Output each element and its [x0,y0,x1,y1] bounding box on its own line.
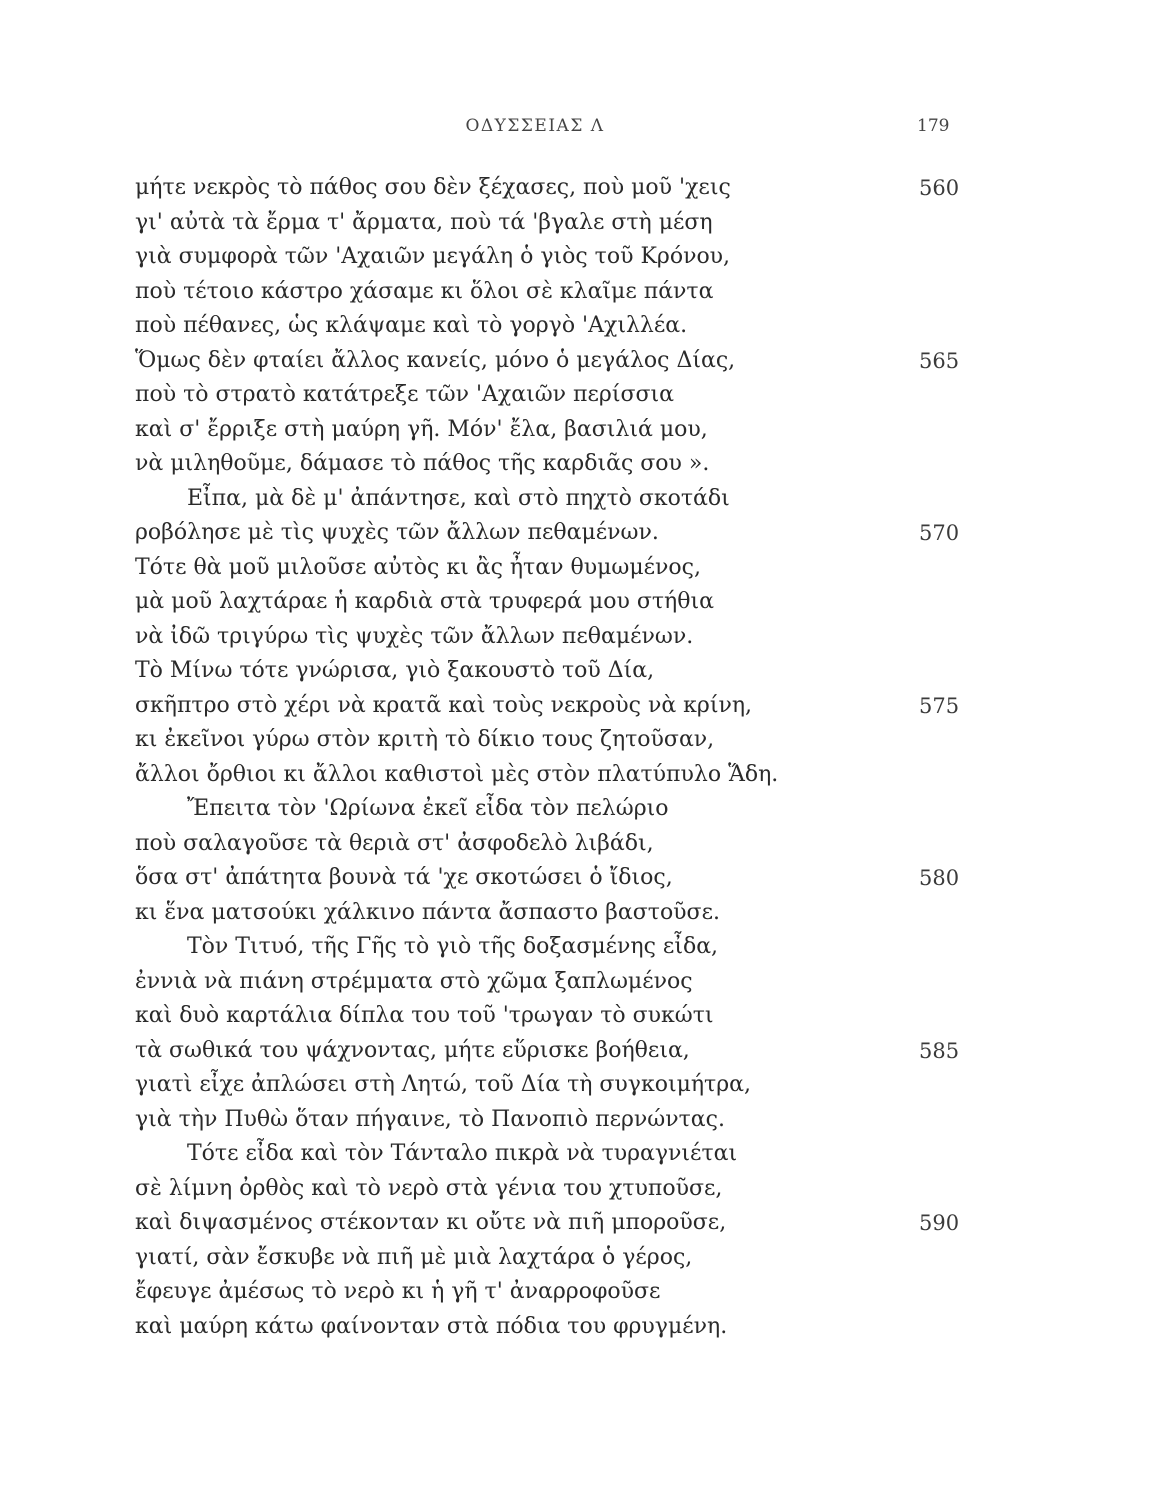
verse-line [135,930,1015,965]
verse-text: καὶ διψασμένος στέκονταν κι οὔτε νὰ πιῆ μποροῦσε, [135,1210,727,1235]
verse-text: γιατί, σὰν ἔσκυβε νὰ πιῆ μὲ μιὰ λαχτάρα ὁ γέρος, [135,1244,693,1270]
verse-line [135,206,1015,241]
verse-text: Τότε θὰ μοῦ μιλοῦσε αὐτὸς κι ἂς ἦταν θυμωμένος, [135,554,701,580]
verse-line [135,309,1015,344]
verse-line [135,620,1015,655]
verse-text: ὅσα στ' ἀπάτητα βουνὰ τά 'χε σκοτώσει ὁ ἴδιος, [135,865,673,890]
verse-text: νὰ ἰδῶ τριγύρω τὶς ψυχὲς τῶν ἄλλων πεθαμένων. [135,623,694,649]
verse-text: γιὰ συμφορὰ τῶν 'Αχαιῶν μεγάλη ὁ γιὸς τοῦ Κρόνου, [135,244,731,269]
verse-line [135,516,1015,551]
line-number: 560 [919,176,960,200]
verse-text: καὶ μαύρη κάτω φαίνονταν στὰ πόδια του φρυγμένη. [135,1313,728,1339]
verse-line [135,999,1015,1034]
verse-line [135,447,1015,482]
verse-line [135,861,1015,896]
verse-text: Τότε εἶδα καὶ τὸν Τάνταλο πικρὰ νὰ τυραγνιέται [187,1141,738,1166]
verse-line [135,827,1015,862]
verse-line [135,240,1015,275]
verse-text: Ὅμως δὲν φταίει ἄλλος κανείς, μόνο ὁ μεγάλος Δίας, [135,347,736,373]
verse-text: ἔφευγε ἀμέσως τὸ νερὸ κι ἡ γῆ τ' ἀναρροφοῦσε [135,1279,661,1304]
verse-line [135,1034,1015,1069]
verse-text: ροβόλησε μὲ τὶς ψυχὲς τῶν ἄλλων πεθαμένων. [135,520,659,545]
verse-line [135,413,1015,448]
verse-text: ἄλλοι ὄρθιοι κι ἄλλοι καθιστοὶ μὲς στὸν πλατύπυλο Ἅδη. [135,761,779,787]
verse-line [135,344,1015,379]
verse-text: κι ἐκεῖνοι γύρω στὸν κριτὴ τὸ δίκιο τους ζητοῦσαν, [135,727,715,752]
verse-line [135,171,1015,206]
verse-line [135,758,1015,793]
verse-line [135,1275,1015,1310]
verse-text: Τὸ Μίνω τότε γνώρισα, γιὸ ξακουστὸ τοῦ Δία, [135,658,655,683]
line-number: 570 [919,521,960,545]
verse-text: γιατὶ εἶχε ἀπλώσει στὴ Λητώ, τοῦ Δία τὴ συγκοιμήτρα, [135,1072,752,1097]
verse-text: γιὰ τὴν Πυθὼ ὅταν πήγαινε, τὸ Πανοπιὸ περνώντας. [135,1106,725,1132]
line-number: 565 [919,348,960,373]
verse-line [135,1172,1015,1207]
verse-text: ἐννιὰ νὰ πιάνη στρέμματα στὸ χῶμα ξαπλωμένος [135,968,693,994]
verse-text: Ἔπειτα τὸν 'Ωρίωνα ἐκεῖ εἶδα τὸν πελώριο [187,796,669,821]
verse-line [135,792,1015,827]
verse-line [135,1241,1015,1276]
verse-line [135,482,1015,517]
line-number: 580 [919,866,960,890]
verse-text: γι' αὐτὰ τὰ ἔρμα τ' ἄρματα, ποὺ τά 'βγαλε στὴ μέση [135,209,713,235]
page-number: 179 [917,116,950,136]
verse-text: τὰ σωθικά του ψάχνοντας, μήτε εὕρισκε βοήθεια, [135,1037,690,1063]
verse-line [135,378,1015,413]
verse-text: ποὺ πέθανες, ὡς κλάψαμε καὶ τὸ γοργὸ 'Αχιλλέα. [135,313,688,338]
line-number: 585 [919,1038,960,1063]
line-number: 590 [919,1211,960,1235]
verse-text: μήτε νεκρὸς τὸ πάθος σου δὲν ξέχασες, ποὺ μοῦ 'χεις [135,175,731,200]
verse-line [135,965,1015,1000]
verse-text: ποὺ τέτοιο κάστρο χάσαμε κι ὅλοι σὲ κλαῖμε πάντα [135,278,714,304]
verse-line [135,723,1015,758]
verse-text: ποὺ τὸ στρατὸ κατάτρεξε τῶν 'Αχαιῶν περίσσια [135,382,674,407]
running-title: ΟΔΥΣΣΕΙΑΣ Λ [465,116,605,136]
verse-line [135,585,1015,620]
verse-line [135,1310,1015,1345]
verse-line [135,896,1015,931]
verse-line [135,654,1015,689]
verse-line [135,1103,1015,1138]
verse-line [135,1206,1015,1241]
verse-text: Εἶπα, μὰ δὲ μ' ἀπάντησε, καὶ στὸ πηχτὸ σκοτάδι [187,485,730,511]
verse-text: σὲ λίμνη ὀρθὸς καὶ τὸ νερὸ στὰ γένια του χτυποῦσε, [135,1175,723,1201]
line-number: 575 [919,693,960,718]
verse-line [135,1137,1015,1172]
verse-line [135,689,1015,724]
verse-line [135,551,1015,586]
verse-text: καὶ δυὸ καρτάλια δίπλα του τοῦ 'τρωγαν τὸ συκώτι [135,1003,714,1028]
verse-block [135,171,1015,1344]
verse-text: μὰ μοῦ λαχτάραε ἡ καρδιὰ στὰ τρυφερά μου στήθια [135,589,714,614]
verse-line [135,1068,1015,1103]
verse-line [135,275,1015,310]
verse-text: κι ἕνα ματσούκι χάλκινο πάντα ἄσπαστο βαστοῦσε. [135,899,720,925]
verse-text: ποὺ σαλαγοῦσε τὰ θεριὰ στ' ἀσφοδελὸ λιβάδι, [135,830,654,856]
verse-text: καὶ σ' ἔρριξε στὴ μαύρη γῆ. Μόν' ἔλα, βασιλιά μου, [135,416,708,442]
verse-text: Τὸν Τιτυό, τῆς Γῆς τὸ γιὸ τῆς δοξασμένης εἶδα, [187,934,719,959]
verse-text: νὰ μιληθοῦμε, δάμασε τὸ πάθος τῆς καρδιᾶς σου ». [135,451,710,476]
verse-text: σκῆπτρο στὸ χέρι νὰ κρατᾶ καὶ τοὺς νεκροὺς νὰ κρίνη, [135,692,753,718]
